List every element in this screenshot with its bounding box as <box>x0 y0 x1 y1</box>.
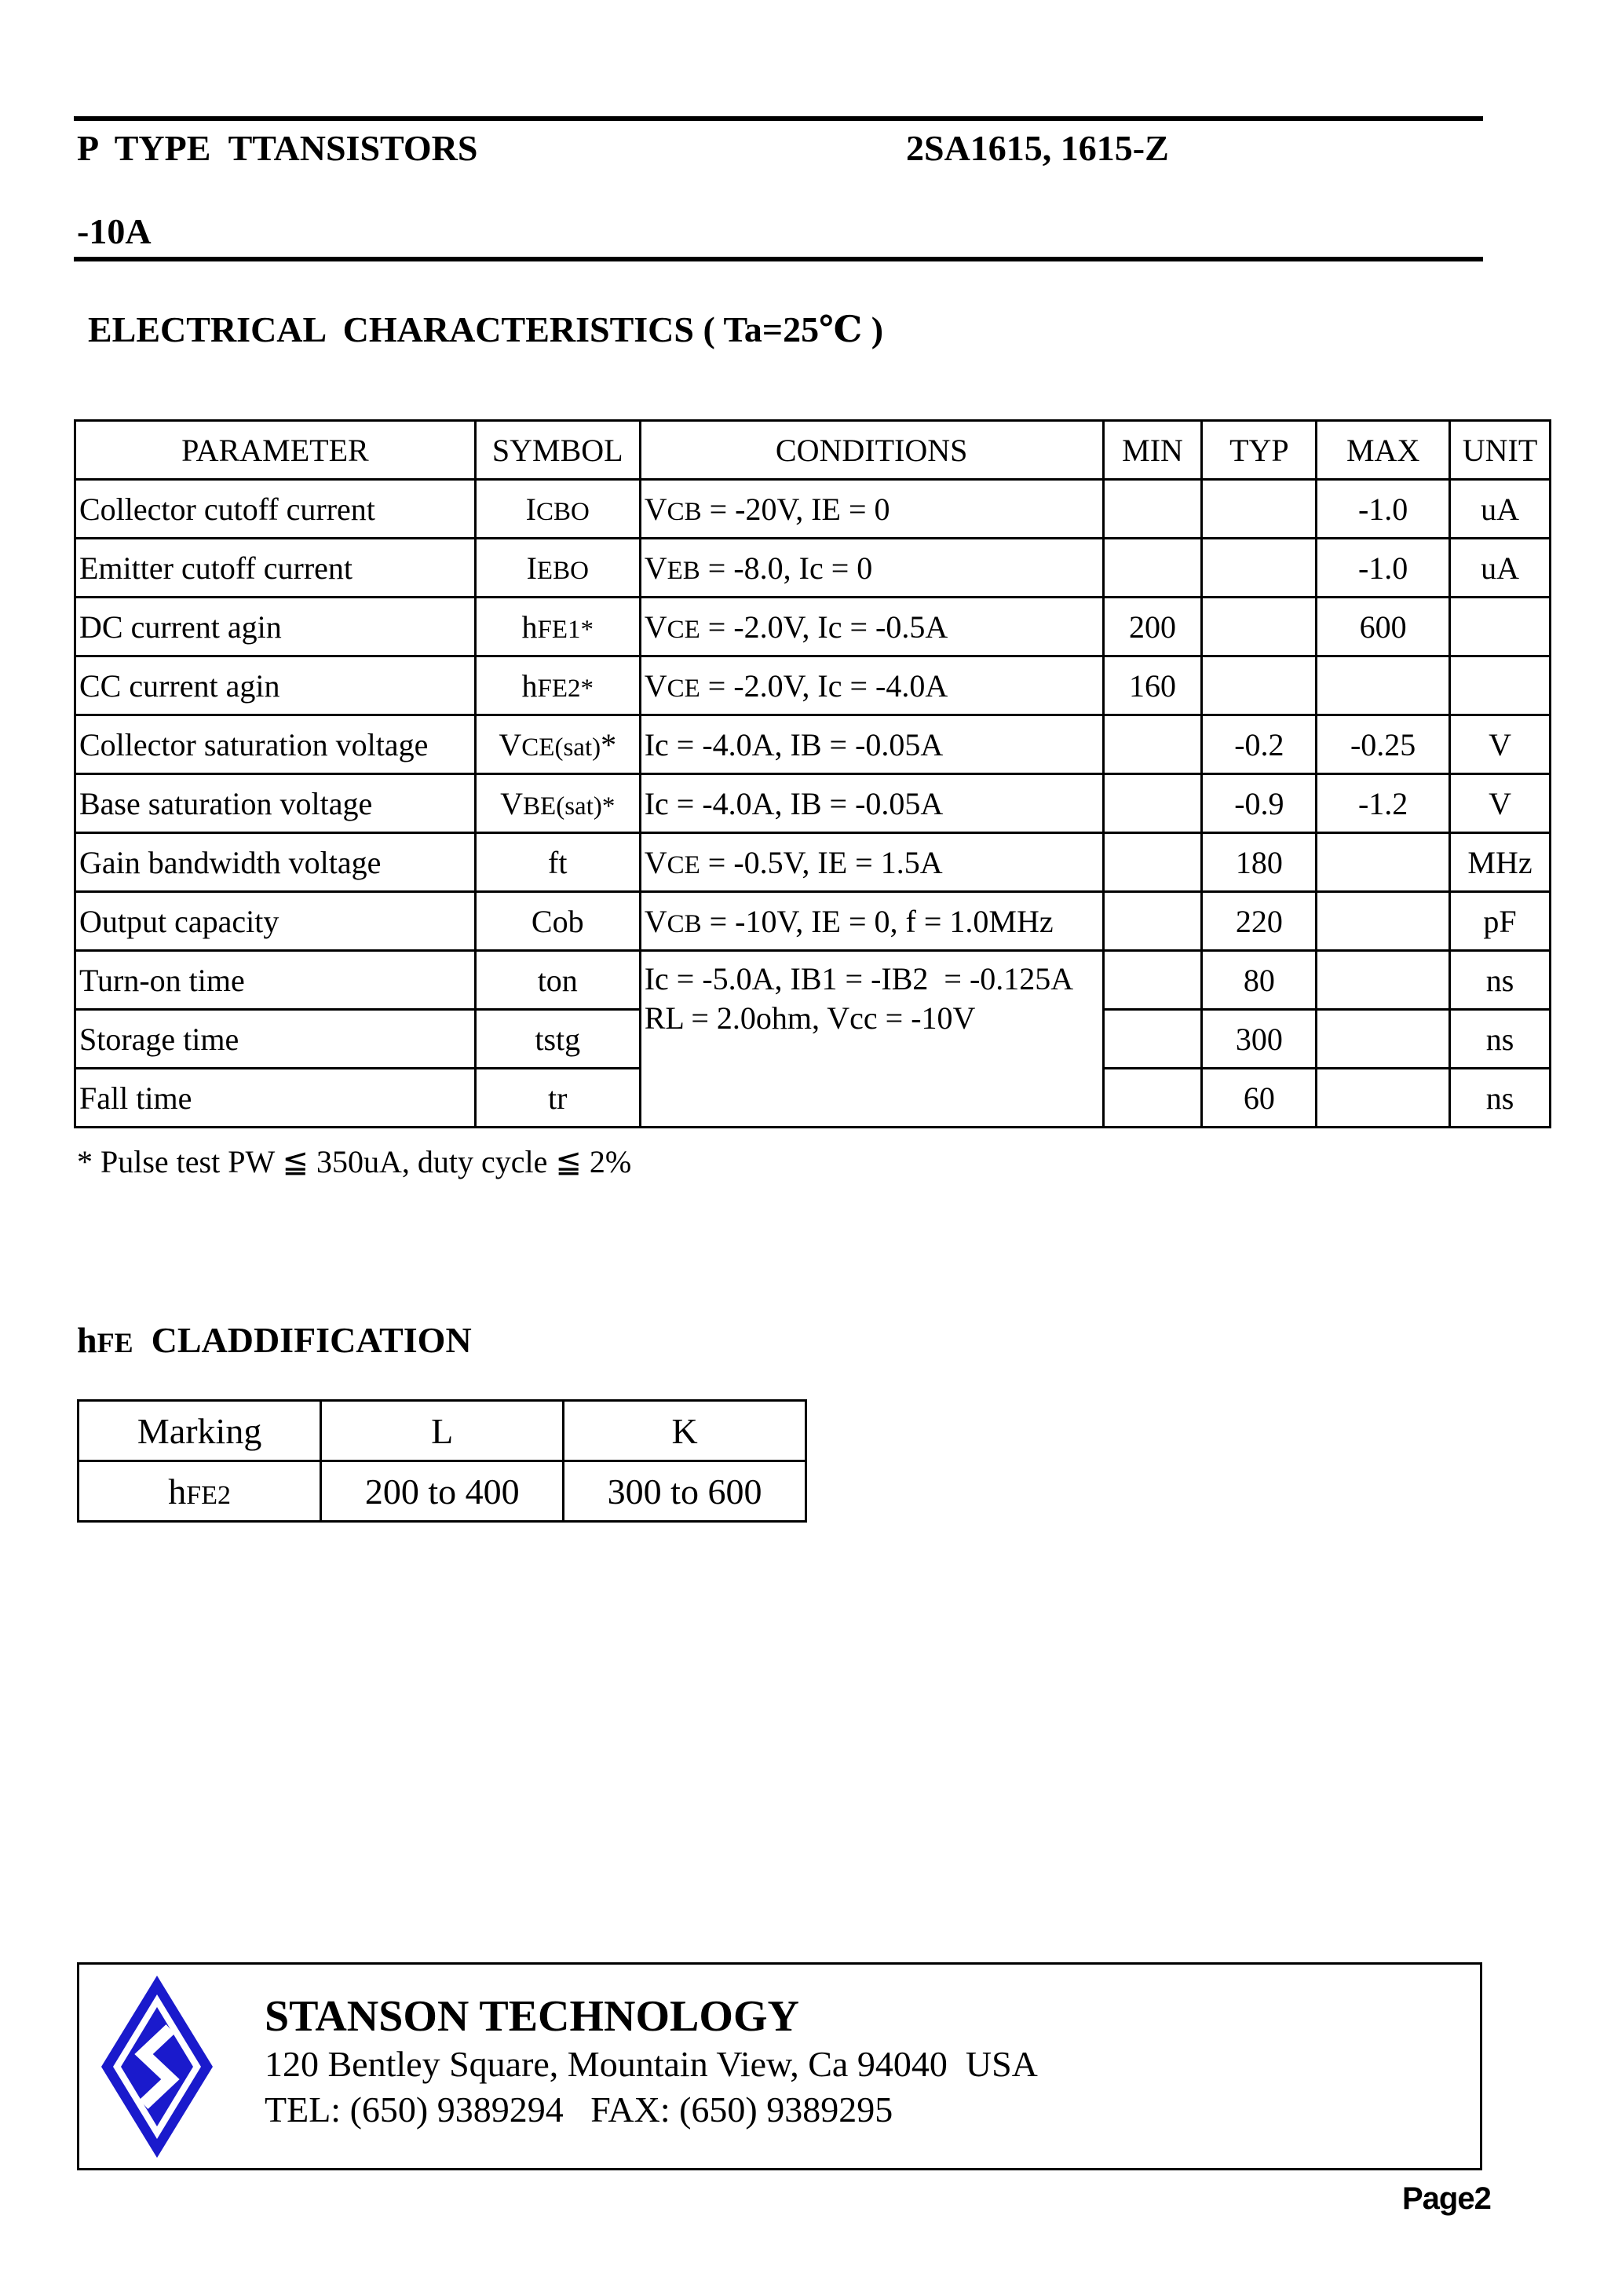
header-rule <box>74 257 1483 261</box>
symbol: hFE2* <box>475 656 640 715</box>
page-number: Page2 <box>1402 2181 1491 2216</box>
typ <box>1202 480 1317 539</box>
hfe-header-l: L <box>321 1401 564 1461</box>
max <box>1317 892 1450 951</box>
unit: ns <box>1450 1069 1551 1128</box>
unit: pF <box>1450 892 1551 951</box>
header-min: MIN <box>1103 421 1202 480</box>
table-row <box>75 656 1551 715</box>
typ: 60 <box>1202 1069 1317 1128</box>
unit: V <box>1450 715 1551 774</box>
max: -0.25 <box>1317 715 1450 774</box>
symbol: ICBO <box>475 480 640 539</box>
typ: 300 <box>1202 1010 1317 1069</box>
typ <box>1202 539 1317 598</box>
section-title-hfe: hFE CLADDIFICATION <box>77 1320 472 1360</box>
table-row <box>75 539 1551 598</box>
min <box>1103 480 1202 539</box>
unit: uA <box>1450 539 1551 598</box>
max: 600 <box>1317 598 1450 656</box>
conditions: VCB = -10V, IE = 0, f = 1.0MHz <box>640 892 1103 951</box>
min <box>1103 715 1202 774</box>
typ <box>1202 598 1317 656</box>
param: CC current agin <box>75 656 476 715</box>
header-symbol: SYMBOL <box>475 421 640 480</box>
company-name: STANSON TECHNOLOGY <box>265 1992 799 2041</box>
conditions: Ic = -4.0A, IB = -0.05A <box>640 715 1103 774</box>
switching-cond-line2: RL = 2.0ohm, Vcc = -10V <box>644 1000 976 1036</box>
unit: ns <box>1450 951 1551 1010</box>
doc-title: P TYPE TTANSISTORS <box>77 128 478 168</box>
current-rating: -10A <box>77 211 152 251</box>
max: -1.0 <box>1317 539 1450 598</box>
table-row <box>75 951 1551 1010</box>
symbol: tstg <box>475 1010 640 1069</box>
param: Output capacity <box>75 892 476 951</box>
header-max: MAX <box>1317 421 1450 480</box>
min <box>1103 951 1202 1010</box>
max <box>1317 1010 1450 1069</box>
min <box>1103 1010 1202 1069</box>
hfe-classification-table <box>77 1399 807 1523</box>
company-footer <box>77 1962 1482 2170</box>
hfe-range-l: 200 to 400 <box>321 1461 564 1522</box>
electrical-characteristics-table <box>74 419 1551 1128</box>
typ: 80 <box>1202 951 1317 1010</box>
conditions: Ic = -4.0A, IB = -0.05A <box>640 774 1103 833</box>
max <box>1317 1069 1450 1128</box>
table-row <box>75 598 1551 656</box>
stanson-logo-icon <box>98 1972 216 2161</box>
typ <box>1202 656 1317 715</box>
table-row <box>75 892 1551 951</box>
param: DC current agin <box>75 598 476 656</box>
table-row <box>75 833 1551 892</box>
table-row <box>75 774 1551 833</box>
switching-cond-line1: Ic = -5.0A, IB1 = -IB2 = -0.125A <box>644 961 1074 996</box>
conditions: VCE = -2.0V, Ic = -4.0A <box>640 656 1103 715</box>
min <box>1103 833 1202 892</box>
param: Collector cutoff current <box>75 480 476 539</box>
hfe-range-k: 300 to 600 <box>564 1461 806 1522</box>
min: 160 <box>1103 656 1202 715</box>
conditions: VEB = -8.0, Ic = 0 <box>640 539 1103 598</box>
symbol: hFE1* <box>475 598 640 656</box>
param: Fall time <box>75 1069 476 1128</box>
symbol: Cob <box>475 892 640 951</box>
table-header-row <box>75 421 1551 480</box>
max <box>1317 833 1450 892</box>
footnote: * Pulse test PW ≦ 350uA, duty cycle ≦ 2% <box>77 1144 632 1179</box>
hfe-value-row <box>79 1461 806 1522</box>
symbol: IEBO <box>475 539 640 598</box>
param: Collector saturation voltage <box>75 715 476 774</box>
max <box>1317 951 1450 1010</box>
unit <box>1450 598 1551 656</box>
symbol: tr <box>475 1069 640 1128</box>
min <box>1103 774 1202 833</box>
header-parameter: PARAMETER <box>75 421 476 480</box>
conditions: VCE = -2.0V, Ic = -0.5A <box>640 598 1103 656</box>
max <box>1317 656 1450 715</box>
symbol: ft <box>475 833 640 892</box>
unit: V <box>1450 774 1551 833</box>
param: Emitter cutoff current <box>75 539 476 598</box>
section-title-electrical: ELECTRICAL CHARACTERISTICS ( Ta=25℃ ) <box>88 309 884 349</box>
conditions: VCB = -20V, IE = 0 <box>640 480 1103 539</box>
table-row <box>75 715 1551 774</box>
header-conditions: CONDITIONS <box>640 421 1103 480</box>
min <box>1103 539 1202 598</box>
symbol: VCE(sat)* <box>475 715 640 774</box>
unit: uA <box>1450 480 1551 539</box>
min <box>1103 892 1202 951</box>
unit: ns <box>1450 1010 1551 1069</box>
max: -1.0 <box>1317 480 1450 539</box>
unit: MHz <box>1450 833 1551 892</box>
param: Gain bandwidth voltage <box>75 833 476 892</box>
max: -1.2 <box>1317 774 1450 833</box>
conditions: VCE = -0.5V, IE = 1.5A <box>640 833 1103 892</box>
typ: -0.9 <box>1202 774 1317 833</box>
unit <box>1450 656 1551 715</box>
param: Storage time <box>75 1010 476 1069</box>
part-number: 2SA1615, 1615-Z <box>906 128 1169 168</box>
hfe-header-k: K <box>564 1401 806 1461</box>
company-address: 120 Bentley Square, Mountain View, Ca 94040 USA <box>265 2044 1038 2084</box>
min: 200 <box>1103 598 1202 656</box>
param: Base saturation voltage <box>75 774 476 833</box>
switching-conditions <box>640 951 1103 1128</box>
symbol: ton <box>475 951 640 1010</box>
typ: 180 <box>1202 833 1317 892</box>
header-unit: UNIT <box>1450 421 1551 480</box>
hfe-header-marking: Marking <box>79 1401 321 1461</box>
table-row <box>75 480 1551 539</box>
header-typ: TYP <box>1202 421 1317 480</box>
hfe-row-label: hFE2 <box>79 1461 321 1522</box>
top-rule <box>74 116 1483 121</box>
symbol: VBE(sat)* <box>475 774 640 833</box>
typ: 220 <box>1202 892 1317 951</box>
param: Turn-on time <box>75 951 476 1010</box>
typ: -0.2 <box>1202 715 1317 774</box>
min <box>1103 1069 1202 1128</box>
company-contact: TEL: (650) 9389294 FAX: (650) 9389295 <box>265 2089 893 2130</box>
hfe-header-row <box>79 1401 806 1461</box>
